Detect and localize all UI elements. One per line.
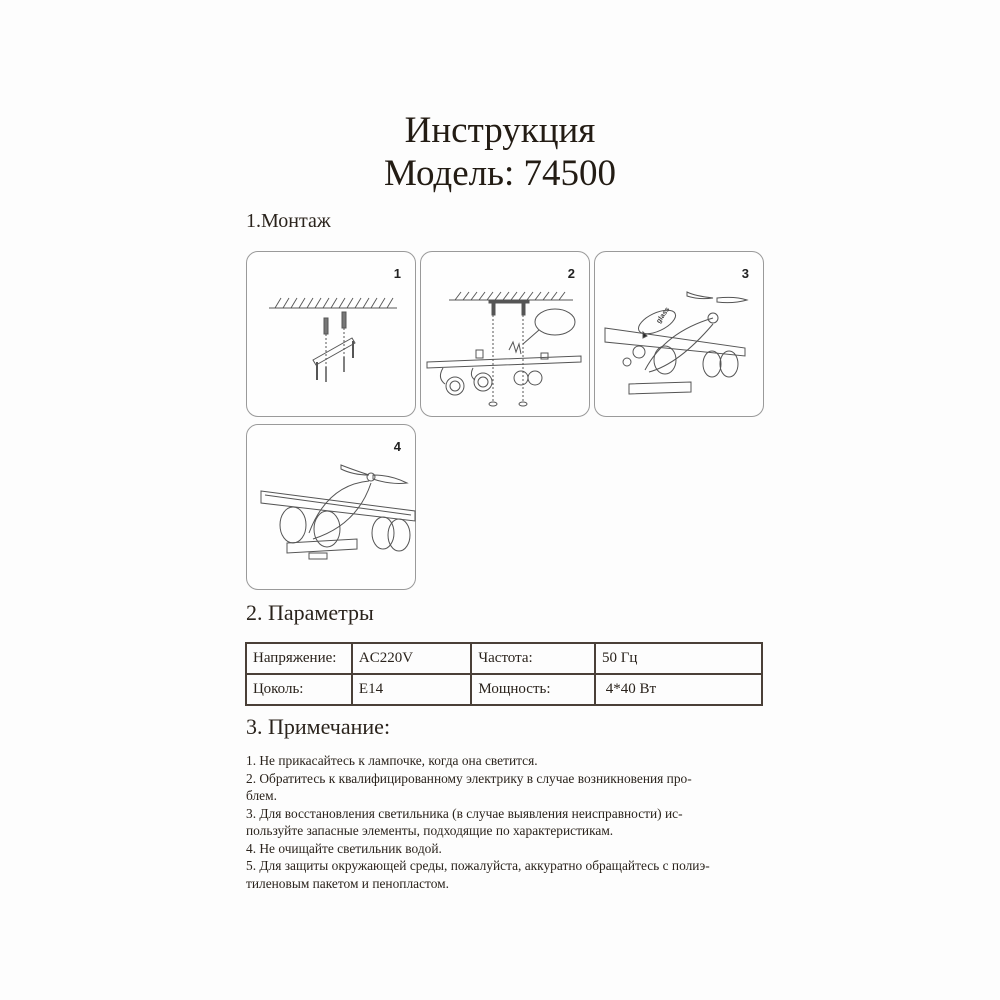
param-value: AC220V — [352, 643, 471, 674]
assembled-lamp-diagram-icon — [247, 425, 417, 591]
param-label: Цоколь: — [246, 674, 352, 705]
param-value: 50 Гц — [595, 643, 762, 674]
param-label: Частота: — [471, 643, 595, 674]
glass-shade-install-diagram-icon — [595, 252, 765, 418]
section-parameters-heading: 2. Параметры — [246, 600, 374, 625]
note-line: блем. — [246, 788, 277, 803]
diagram-number: 3 — [741, 266, 749, 281]
document-title: Инструкция — [404, 110, 596, 151]
note-line: 4. Не очищайте светильник водой. — [246, 840, 442, 856]
diagram-panel-1 — [246, 251, 416, 417]
note-line: пользуйте запасные элементы, подходящие по характеристикам. — [246, 823, 614, 838]
param-value: E14 — [352, 674, 471, 705]
diagram-panel-2 — [420, 251, 590, 417]
diagram-panel-4 — [246, 424, 416, 590]
note-line: 5. Для защиты окружающей среды, пожалуйста, аккуратно обращайтесь с полиэ- — [246, 858, 710, 873]
parameters-table — [245, 642, 763, 706]
diagram-number: 4 — [393, 439, 401, 454]
note-line: 3. Для восстановления светильника (в случае выявления неисправности) ис- — [246, 805, 683, 821]
table-row — [246, 674, 762, 705]
glass-label: glass — [655, 306, 672, 325]
note-line: 2. Обратитесь к квалифицированному электрику в случае возникновения про- — [246, 770, 692, 786]
diagram-panel-3 — [594, 251, 764, 417]
section-notes-heading: 3. Примечание: — [246, 714, 391, 739]
ceiling-mount-bracket-diagram-icon — [247, 252, 417, 418]
notes-list — [246, 752, 766, 892]
model-title: Модель: 74500 — [383, 153, 617, 194]
param-label: Мощность: — [471, 674, 595, 705]
note-line: тиленовым пакетом и пенопластом. — [246, 875, 449, 891]
param-label: Напряжение: — [246, 643, 352, 674]
diagram-number: 1 — [393, 266, 401, 281]
diagram-number: 2 — [567, 266, 575, 281]
wire-connection-diagram-icon — [421, 252, 591, 418]
table-row — [246, 643, 762, 674]
section-mounting-heading: 1.Монтаж — [246, 210, 331, 232]
note-line: 1. Не прикасайтесь к лампочке, когда она светится. — [246, 753, 538, 768]
param-value: 4*40 Вт — [595, 674, 762, 705]
